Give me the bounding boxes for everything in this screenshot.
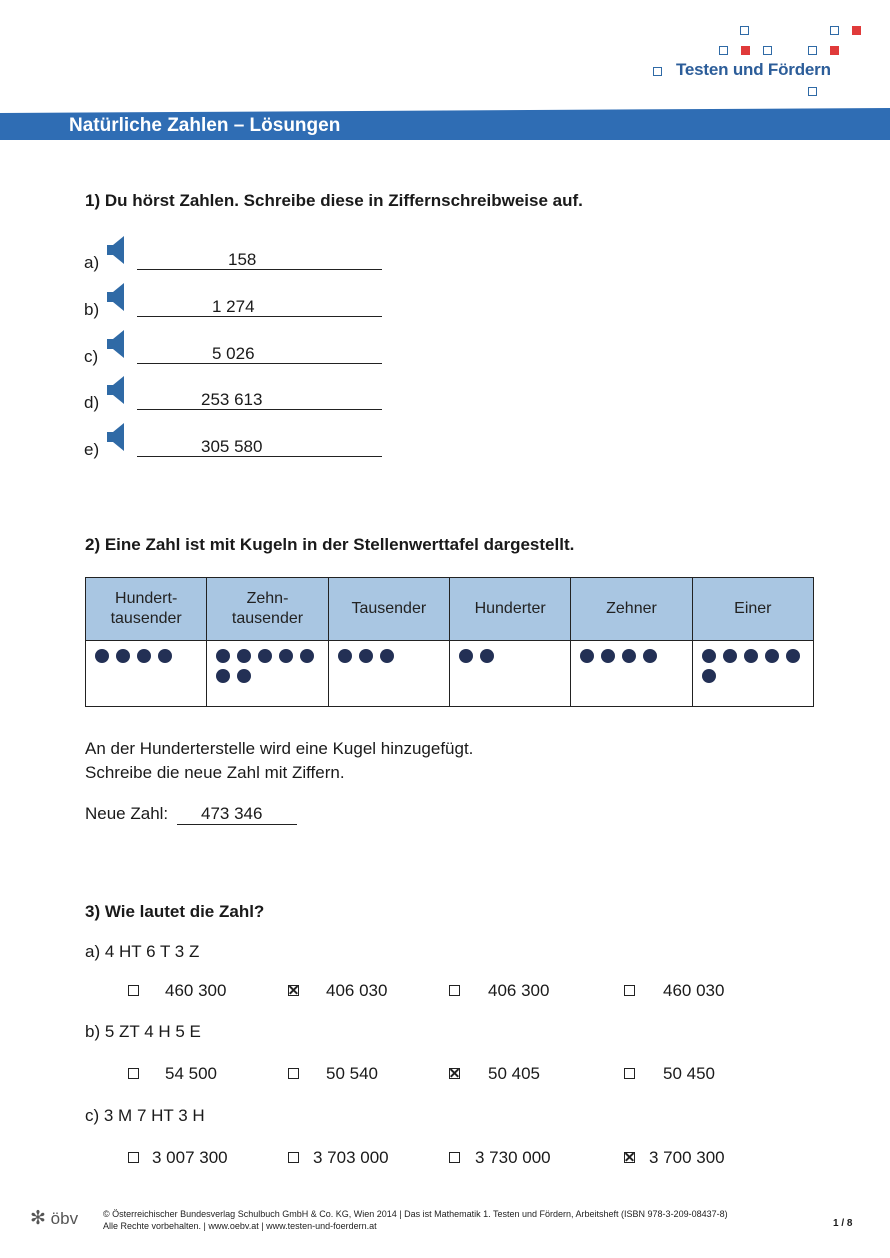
checkbox[interactable]: [288, 1068, 299, 1079]
task2-heading: 2) Eine Zahl ist mit Kugeln in der Stellenwerttafel dargestellt.: [85, 535, 575, 554]
checkbox[interactable]: [624, 985, 635, 996]
checkbox[interactable]: [128, 985, 139, 996]
ball: [300, 649, 314, 663]
ball-cell: [449, 641, 570, 707]
result-value: 473 346: [201, 804, 263, 823]
answer-value: 5 026: [212, 344, 255, 363]
page-number: 1 / 8: [833, 1218, 853, 1229]
publisher-logo: [30, 1207, 78, 1230]
speaker-icon: [106, 282, 128, 312]
answer-value: 158: [228, 250, 257, 269]
option-label: 3 730 000: [475, 1148, 551, 1167]
checked-checkbox[interactable]: [624, 1152, 635, 1163]
checkbox[interactable]: [128, 1152, 139, 1163]
ball: [137, 649, 151, 663]
checkbox[interactable]: [449, 985, 460, 996]
checked-checkbox[interactable]: [288, 985, 299, 996]
instruction-line-2: Schreibe die neue Zahl mit Ziffern.: [85, 763, 345, 782]
logo-square: [852, 26, 861, 35]
column-header: Hundert- tausender: [86, 578, 207, 641]
option-label: 406 030: [326, 981, 388, 1000]
ball: [744, 649, 758, 663]
speaker-icon: [106, 422, 128, 452]
instruction-line-1: An der Hunderterstelle wird eine Kugel hinzugefügt.: [85, 739, 474, 758]
question-prompt: c) 3 M 7 HT 3 H: [85, 1106, 205, 1125]
item-label: e): [84, 440, 100, 459]
publisher-brand: öbv: [50, 1209, 79, 1228]
ball: [643, 649, 657, 663]
question-prompt: a) 4 HT 6 T 3 Z: [85, 942, 200, 961]
page-title: Natürliche Zahlen – Lösungen: [69, 115, 341, 136]
option-label: 460 300: [165, 981, 227, 1000]
ball: [723, 649, 737, 663]
place-value-table: [85, 577, 814, 707]
ball: [765, 649, 779, 663]
ball: [702, 649, 716, 663]
logo-square: [653, 67, 662, 76]
logo-square: [830, 26, 839, 35]
ball: [158, 649, 172, 663]
speaker-icon: [106, 375, 128, 405]
ball: [480, 649, 494, 663]
ball: [338, 649, 352, 663]
speaker-icon: [106, 329, 128, 359]
item-label: b): [84, 300, 100, 319]
answer-value: 253 613: [201, 390, 263, 409]
item-label: c): [84, 347, 99, 366]
column-header: Zehner: [571, 578, 692, 641]
ball: [622, 649, 636, 663]
answer-value: 1 274: [212, 297, 255, 316]
option-label: 54 500: [165, 1064, 217, 1083]
logo-square: [763, 46, 772, 55]
answer-value: 305 580: [201, 437, 263, 456]
ball: [237, 669, 251, 683]
logo-square: [741, 46, 750, 55]
ball-cell: [571, 641, 692, 707]
task3-heading: 3) Wie lautet die Zahl?: [85, 902, 265, 921]
ball: [116, 649, 130, 663]
logo-square: [808, 46, 817, 55]
ball: [237, 649, 251, 663]
option-label: 50 405: [488, 1064, 540, 1083]
ball: [601, 649, 615, 663]
checkbox[interactable]: [128, 1068, 139, 1079]
answer-line: [137, 249, 382, 270]
option-label: 50 540: [326, 1064, 378, 1083]
column-header: Tausender: [328, 578, 449, 641]
option-label: 406 300: [488, 981, 550, 1000]
item-label: a): [84, 253, 100, 272]
column-header: Einer: [692, 578, 813, 641]
option-label: 460 030: [663, 981, 725, 1000]
column-header: Zehn- tausender: [207, 578, 328, 641]
option-label: 3 703 000: [313, 1148, 389, 1167]
asterisk-icon: ✻: [30, 1208, 46, 1229]
ball-cell: [207, 641, 328, 707]
checked-checkbox[interactable]: [449, 1068, 460, 1079]
ball-cell: [692, 641, 813, 707]
ball: [580, 649, 594, 663]
footer-line-1: © Österreichischer Bundesverlag Schulbuch GmbH & Co. KG, Wien 2014 | Das ist Mathematik 1. Testen und Fördern, Arbeitsheft (ISBN 978-3-209-08437-8): [103, 1209, 728, 1219]
ball: [380, 649, 394, 663]
question-prompt: b) 5 ZT 4 H 5 E: [85, 1022, 201, 1041]
task1-heading: 1) Du hörst Zahlen. Schreibe diese in Ziffernschreibweise auf.: [85, 191, 583, 210]
answer-line: [137, 343, 382, 364]
option-label: 50 450: [663, 1064, 715, 1083]
ball: [459, 649, 473, 663]
checkbox[interactable]: [288, 1152, 299, 1163]
column-header: Hunderter: [449, 578, 570, 641]
option-label: 3 700 300: [649, 1148, 725, 1167]
ball: [279, 649, 293, 663]
ball: [258, 649, 272, 663]
ball: [359, 649, 373, 663]
ball: [216, 669, 230, 683]
checkbox[interactable]: [449, 1152, 460, 1163]
option-label: 3 007 300: [152, 1148, 228, 1167]
ball-cell: [86, 641, 207, 707]
logo-square: [830, 46, 839, 55]
footer-line-2: Alle Rechte vorbehalten. | www.oebv.at | www.testen-und-foerdern.at: [103, 1221, 377, 1231]
logo-text: Testen und Fördern: [676, 60, 831, 79]
result-label: Neue Zahl:: [85, 804, 169, 823]
item-label: d): [84, 393, 100, 412]
ball-cell: [328, 641, 449, 707]
ball: [702, 669, 716, 683]
footer-text: [103, 1208, 728, 1232]
logo-square: [808, 87, 817, 96]
ball: [95, 649, 109, 663]
ball: [786, 649, 800, 663]
speaker-icon: [106, 235, 128, 265]
ball: [216, 649, 230, 663]
logo-square: [719, 46, 728, 55]
logo-square: [740, 26, 749, 35]
checkbox[interactable]: [624, 1068, 635, 1079]
answer-line: [137, 296, 382, 317]
